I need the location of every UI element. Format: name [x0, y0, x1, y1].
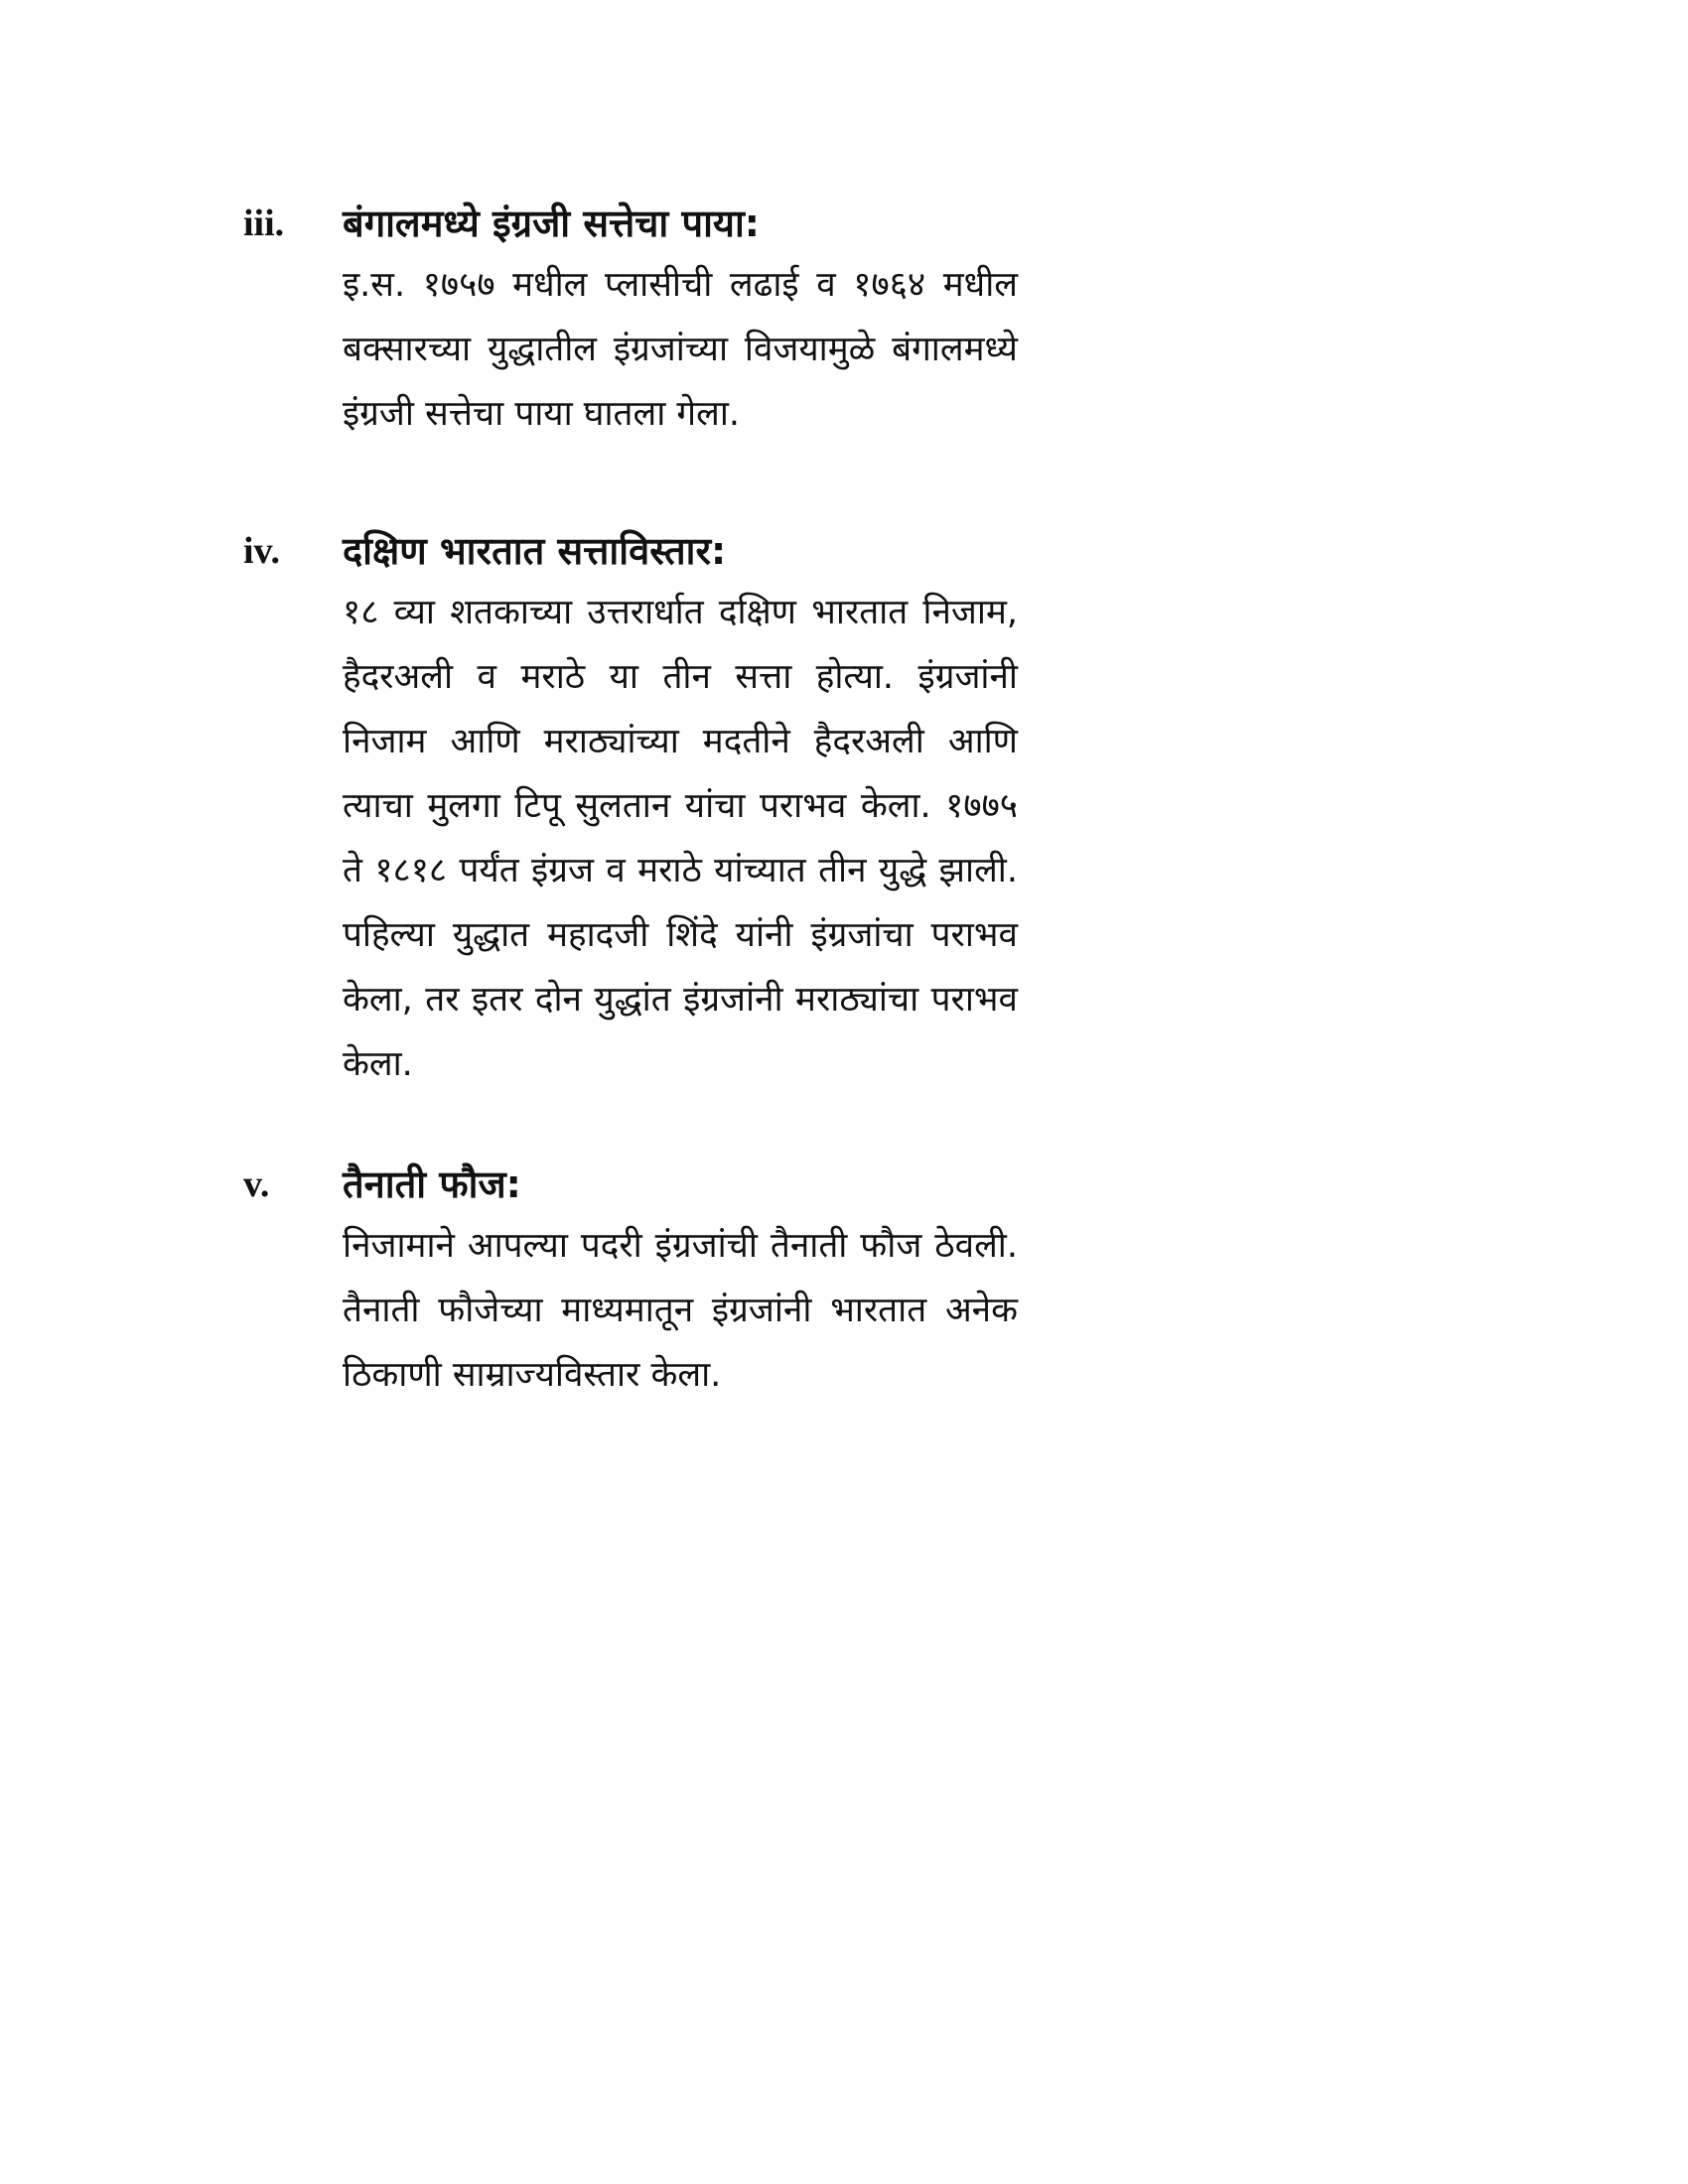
section-body: इ.स. १७५७ मधील प्लासीची लढाई व १७६४ मधील बक्सारच्या युद्धातील इंग्रजांच्या विजयामुळे बंगालमध्ये इंग्रजी सत्तेचा पाया घातला गेला.	[343, 265, 1018, 434]
section-numeral: iii.	[243, 203, 285, 244]
section-heading: दक्षिण भारतात सत्ताविस्तार:	[343, 529, 727, 573]
section-body: १८ व्या शतकाच्या उत्तरार्धात दक्षिण भारतात निजाम, हैदरअली व मराठे या तीन सत्ता होत्या. इंग्रजांनी निजाम आणि मराठ्यांच्या मदतीने हैदरअली आणि त्याचा मुलगा टिपू सुलतान यांचा पराभव केला. १७७५ ते १८१८ पर्यंत इंग्रज व मराठे यांच्यात तीन युद्धे झाली. पहिल्या युद्धात महादजी शिंदे यांनी इंग्रजांचा पराभव केला, तर इतर दोन युद्धांत इंग्रजांनी मराठ्यांचा पराभव केला.	[343, 593, 1018, 1084]
section-numeral: iv.	[243, 530, 280, 572]
section-heading: बंगालमध्ये इंग्रजी सत्तेचा पाया:	[343, 202, 760, 245]
section-numeral: v.	[243, 1163, 270, 1205]
section-body: निजामाने आपल्या पदरी इंग्रजांची तैनाती फौज ठेवली. तैनाती फौजेच्या माध्यमातून इंग्रजांनी भारतात अनेक ठिकाणी साम्राज्यविस्तार केला.	[343, 1226, 1018, 1395]
section-heading: तैनाती फौज:	[343, 1162, 521, 1206]
